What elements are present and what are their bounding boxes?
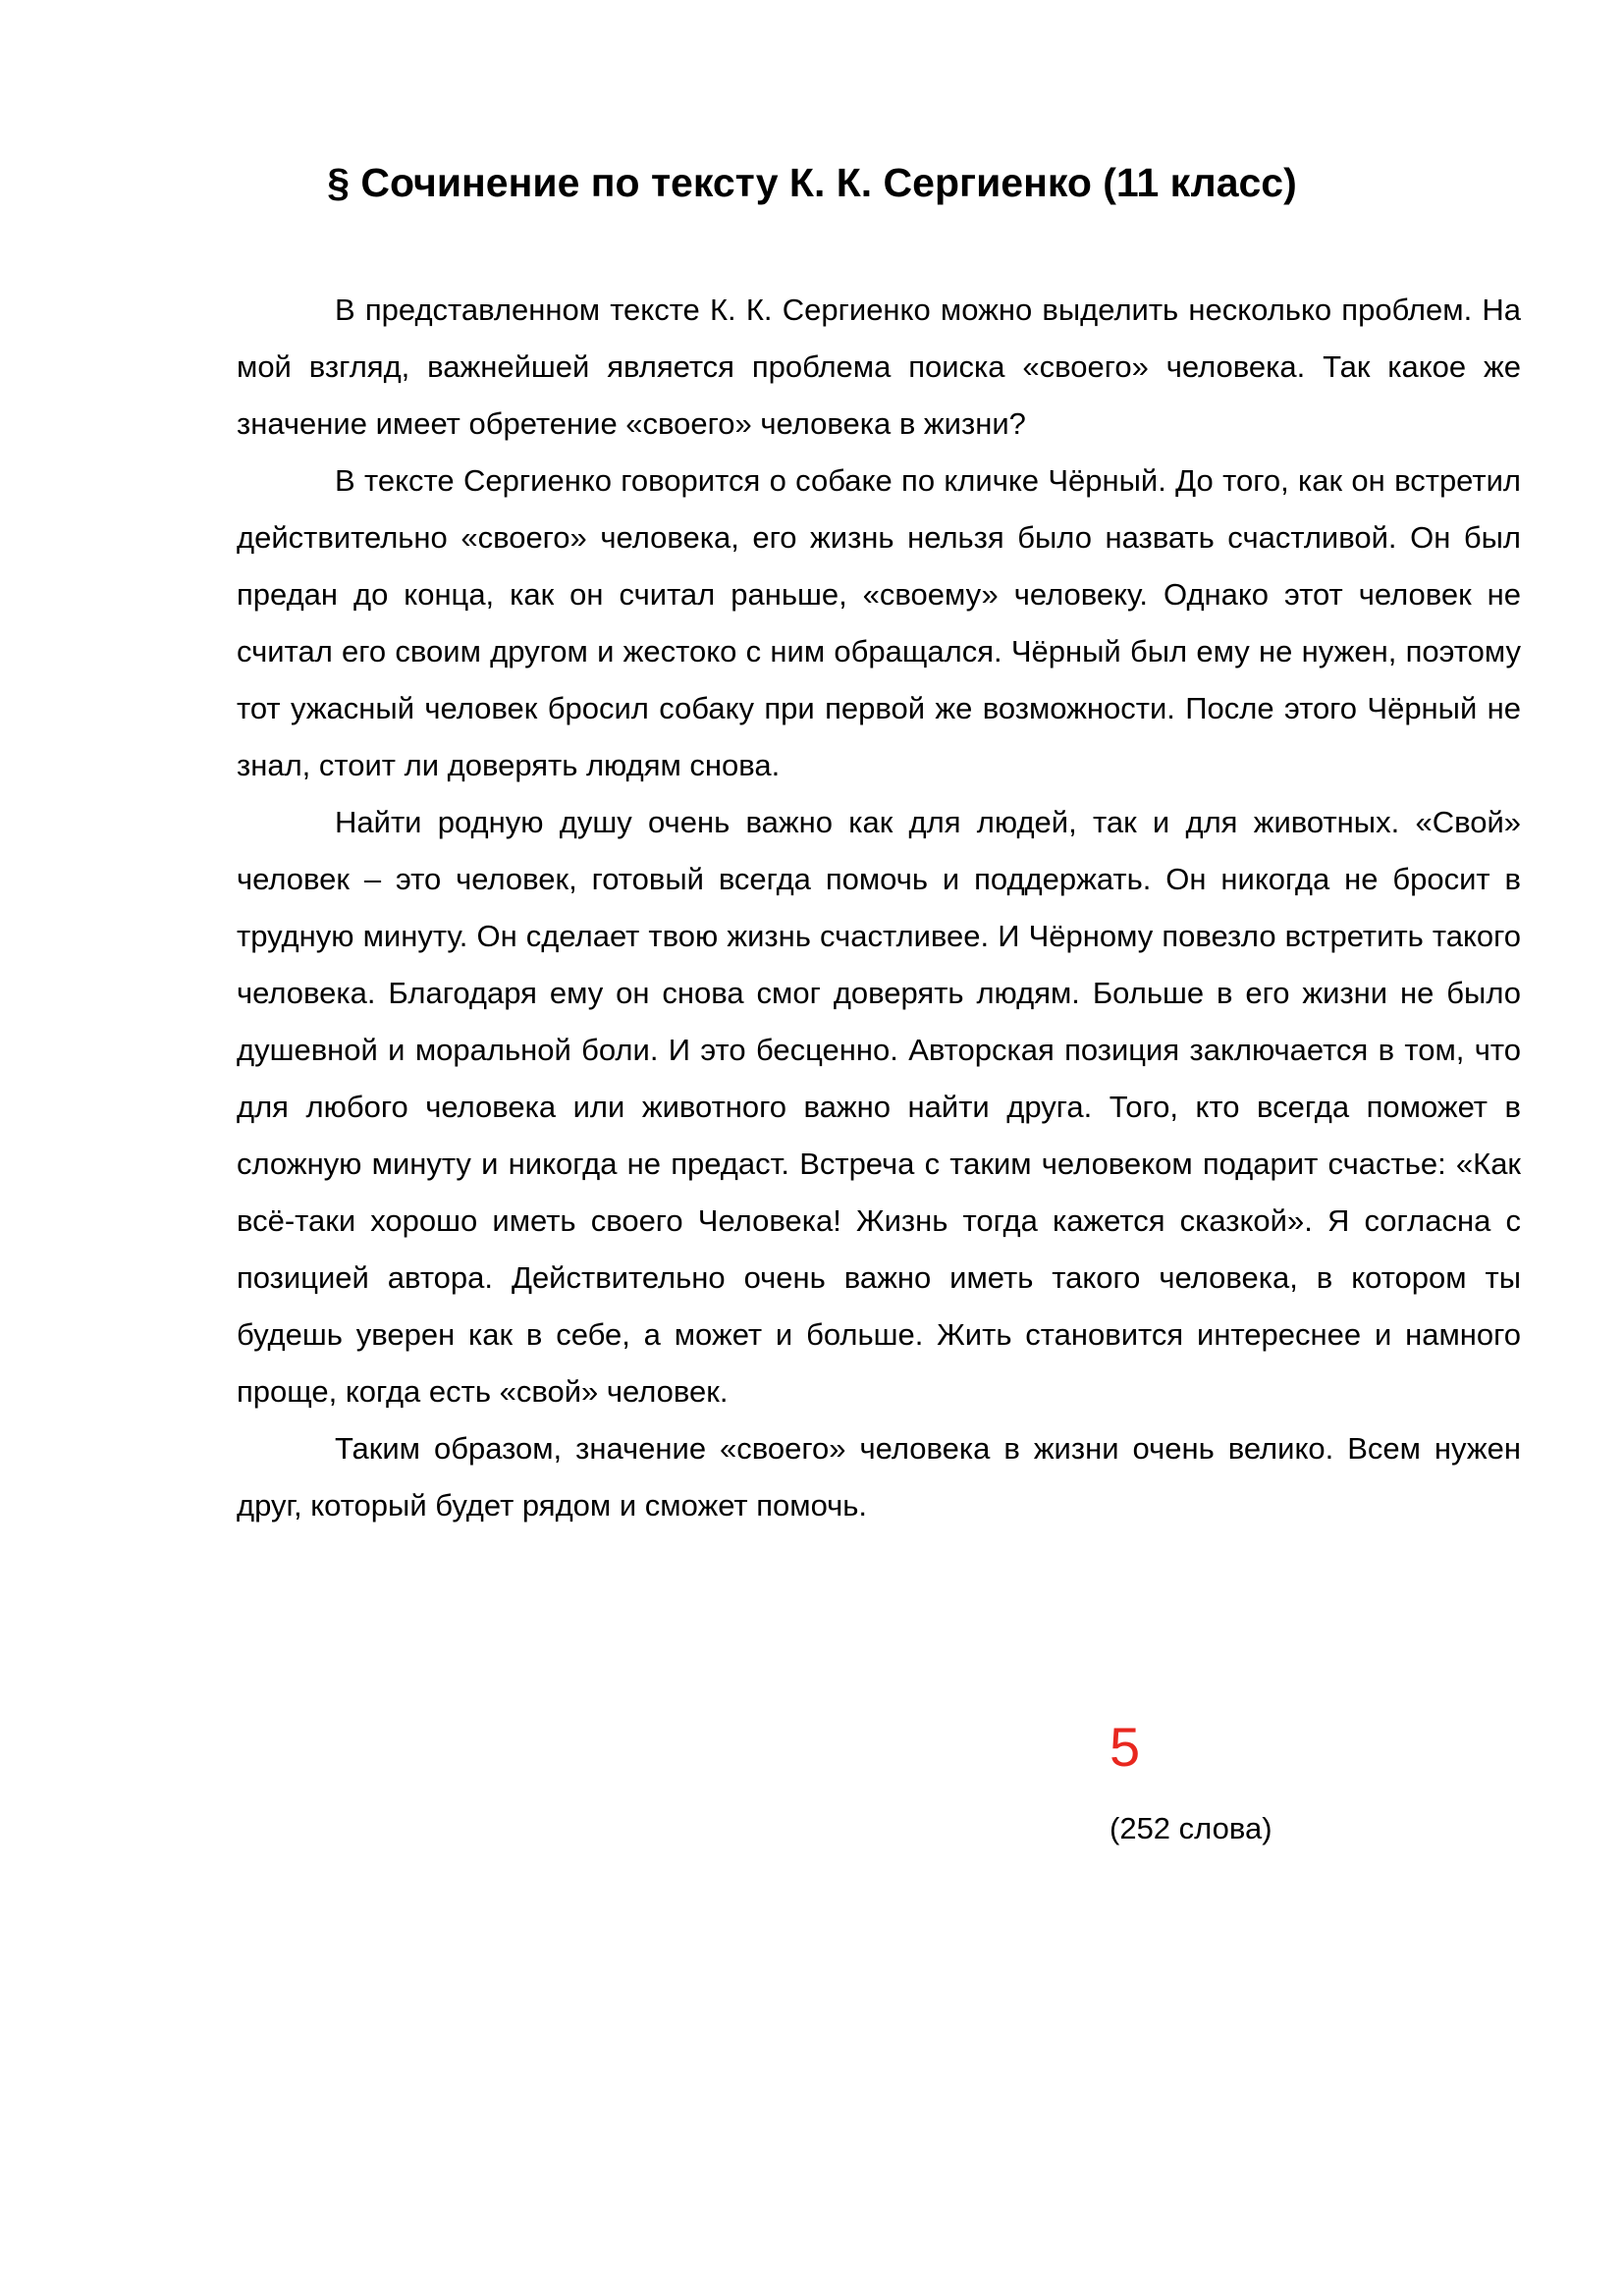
paragraph-3: Найти родную душу очень важно как для людей, так и для животных. «Свой» человек – это человек, готовый всегда помочь и поддержать. Он никогда не бросит в трудную минуту. Он сделает твою жизнь счастливее. И Чёрному повезло встретить такого человека. Благодаря ему он снова смог доверять людям. Больше в его жизни не было душевной и моральной боли. И это бесценно. Авторская позиция заключается в том, что для любого человека или животного важно найти друга. Того, кто всегда поможет в сложную минуту и никогда не предаст. Встреча с таким человеком подарит счастье: «Как всё-таки хорошо иметь своего Человека! Жизнь тогда кажется сказкой». Я согласна с позицией автора. Действительно очень важно иметь такого человека, в котором ты будешь уверен как в себе, а может и больше. Жить становится интереснее и намного проще, когда есть «свой» человек. (237, 805, 1521, 1409)
essay-title: § Сочинение по тексту К. К. Сергиенко (11 класс) (327, 160, 1297, 205)
word-count: (252 слова) (1110, 1811, 1272, 1845)
paragraph-2: В тексте Сергиенко говорится о собаке по кличке Чёрный. До того, как он встретил действительно «своего» человека, его жизнь нельзя было назвать счастливой. Он был предан до конца, как он считал раньше, «своему» человеку. Однако этот человек не считал его своим другом и жестоко с ним обращался. Чёрный был ему не нужен, поэтому тот ужасный человек бросил собаку при первой же возможности. После этого Чёрный не знал, стоит ли доверять людям снова. (237, 463, 1521, 782)
paragraph-1: В представленном тексте К. К. Сергиенко можно выделить несколько проблем. На мой взгляд, важнейшей является проблема поиска «своего» человека. Так какое же значение имеет обретение «своего» человека в жизни? (237, 293, 1521, 441)
grade-mark: 5 (1110, 1716, 1141, 1778)
essay-body (237, 282, 1521, 1534)
paragraph-4: Таким образом, значение «своего» человека в жизни очень велико. Всем нужен друг, который будет рядом и сможет помочь. (237, 1431, 1521, 1522)
